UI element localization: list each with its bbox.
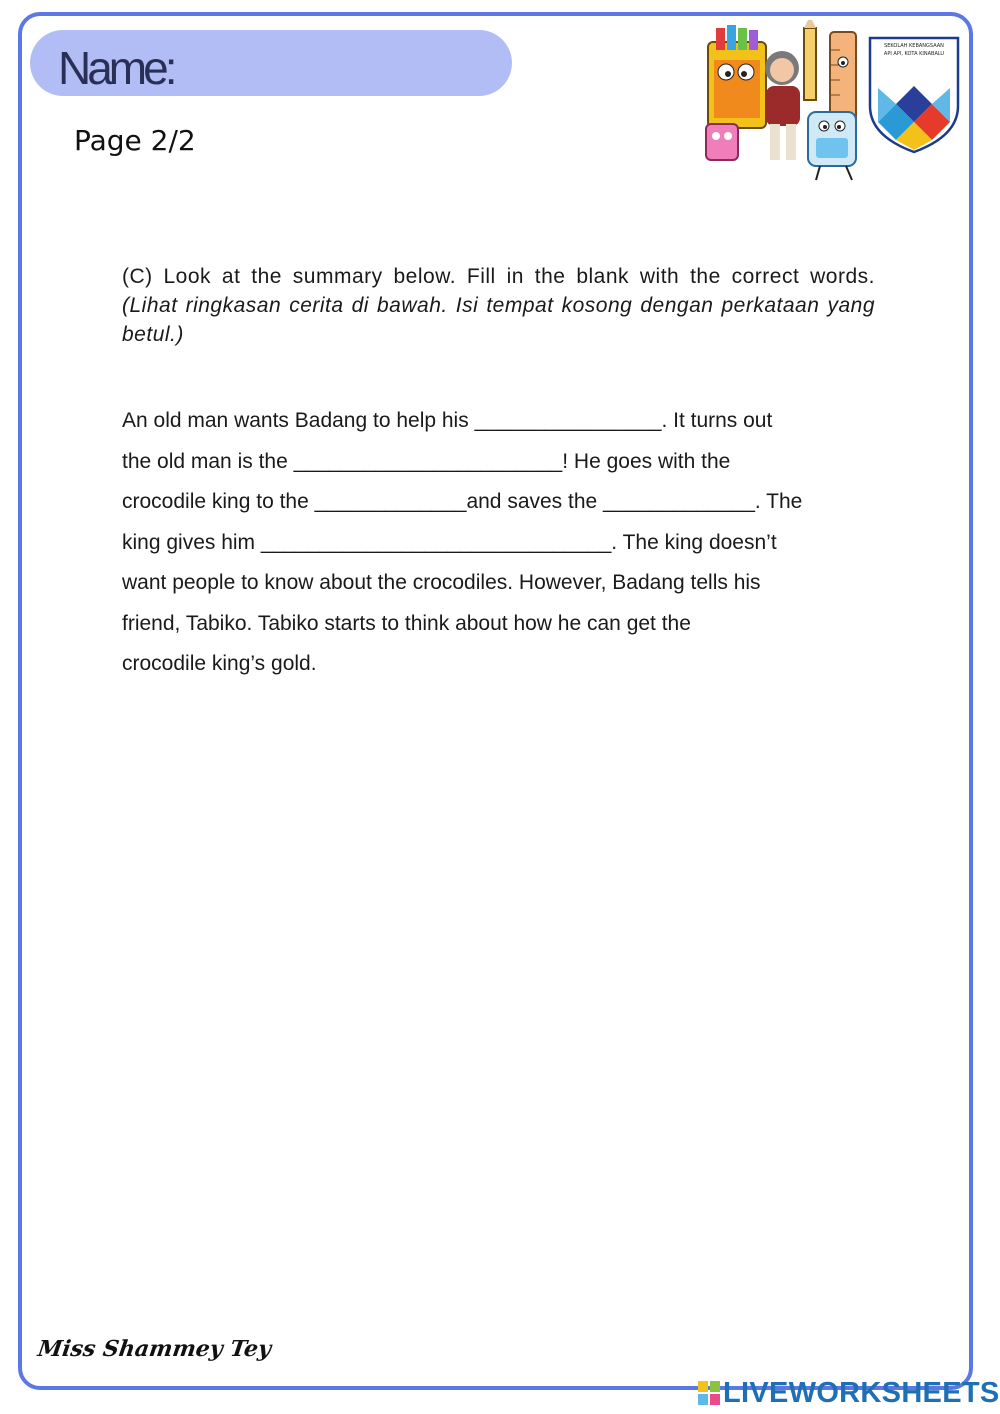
page-label: Page 2/2 — [74, 124, 196, 157]
blank-4[interactable]: _____________ — [603, 490, 755, 513]
summary-line: An old man wants Badang to help his ________________. It turns out — [122, 409, 773, 432]
exercise-section — [122, 262, 875, 685]
summary-line: king gives him ______________________________. The king doesn’t — [122, 530, 777, 554]
summary-line: crocodile king’s gold. — [122, 652, 317, 675]
summary-line: the old man is the _______________________! He goes with the — [122, 449, 731, 473]
instruction-english: (C) Look at the summary below. Fill in the blank with the correct words. — [122, 265, 875, 288]
summary-passage — [122, 401, 875, 685]
worksheet-frame — [18, 12, 973, 1390]
summary-line: want people to know about the crocodiles. However, Badang tells his — [122, 571, 761, 594]
instruction-malay: (Lihat ringkasan cerita di bawah. Isi tempat kosong dengan perkataan yang betul.) — [122, 294, 875, 346]
liveworksheets-logo — [698, 1375, 1000, 1411]
blank-1[interactable]: ________________ — [474, 409, 662, 432]
summary-line: crocodile king to the _____________and saves the _____________. The — [122, 490, 803, 513]
blank-3[interactable]: _____________ — [314, 490, 467, 513]
instruction — [122, 262, 875, 349]
svg-text:SEKOLAH KEBANGSAAN: SEKOLAH KEBANGSAAN — [884, 43, 944, 49]
brand-text: LIVEWORKSHEETS — [723, 1376, 1000, 1409]
stationery-clipart — [700, 20, 870, 185]
brand-grid-icon — [698, 1381, 720, 1405]
blank-5[interactable]: ______________________________ — [260, 530, 612, 554]
name-label: Name: — [58, 42, 174, 94]
summary-line: friend, Tabiko. Tabiko starts to think about how he can get the — [122, 611, 691, 635]
author-signature: Miss Shammey Tey — [36, 1336, 273, 1362]
school-crest-logo — [868, 36, 960, 154]
blank-2[interactable]: _______________________ — [293, 449, 563, 473]
svg-text:API API, KOTA KINABALU: API API, KOTA KINABALU — [883, 51, 945, 57]
